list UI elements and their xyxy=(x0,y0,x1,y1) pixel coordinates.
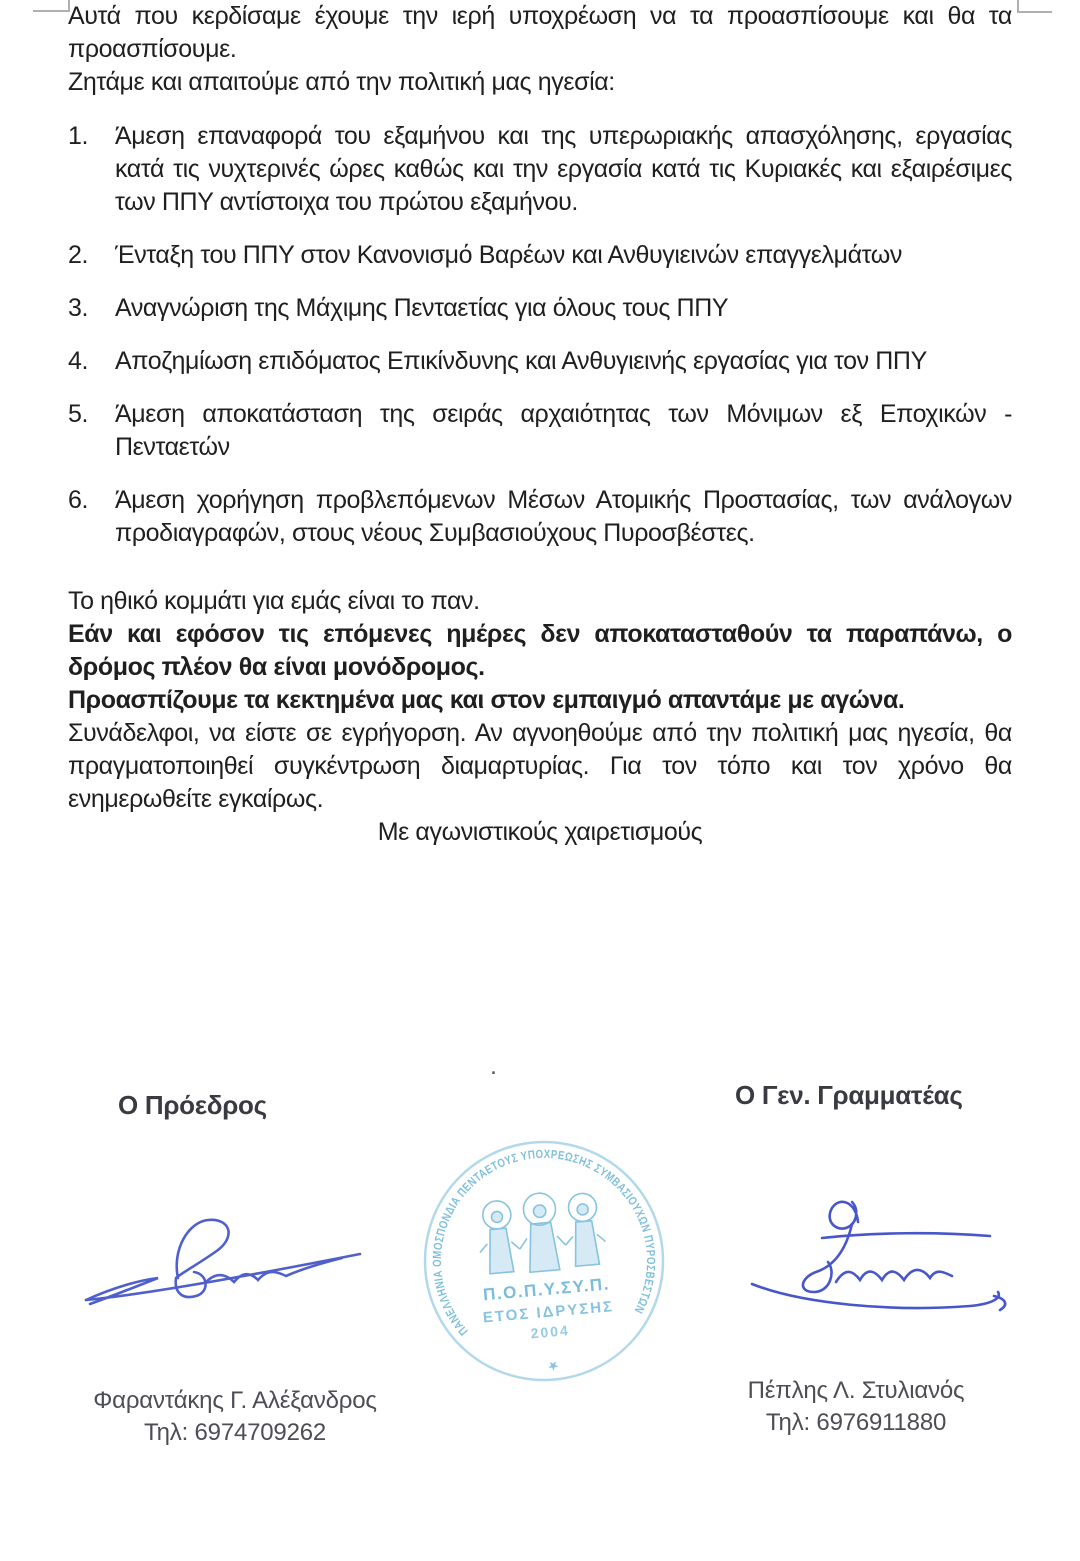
demand-text: Άμεση επαναφορά του εξαμήνου και της υπερωριακής απασχόλησης, εργασίας κατά τις νυχτερινές ώρες καθώς και την εργασία κατά τις Κυριακές και εξαιρέσιμες των ΠΠΥ αντίστοιχα του πρώτου εξαμήνου. xyxy=(115,122,1012,216)
stray-dot-artifact: . xyxy=(490,1052,497,1080)
demand-number: 4. xyxy=(68,347,89,375)
president-name: Φαραντάκης Γ. Αλέξανδρος xyxy=(93,1387,377,1414)
demand-number: 3. xyxy=(68,294,89,322)
secretary-name: Πέπλης Λ. Στυλιανός xyxy=(747,1377,965,1404)
demand-text: Ένταξη του ΠΠΥ στον Κανονισμό Βαρέων και Ανθυγιεινών επαγγελμάτων xyxy=(115,241,902,269)
stamp-acronym: Π.Ο.Π.Υ.ΣΥ.Π. xyxy=(482,1274,611,1305)
demand-item-4 xyxy=(68,345,1012,378)
stamp-founding-year: 2004 xyxy=(529,1322,571,1342)
demand-item-3 xyxy=(68,292,1012,325)
demand-number: 2. xyxy=(68,241,89,269)
stamp-saints-figures xyxy=(475,1188,607,1277)
secretary-contact xyxy=(748,1375,965,1439)
closing-block xyxy=(68,585,1012,816)
demand-item-2 xyxy=(68,239,1012,272)
document-body xyxy=(68,0,1012,849)
stamp-ring-text: ΠΑΝΕΛΛΗΝΙΑ ΟΜΟΣΠΟΝΔΙΑ ΠΕΝΤΑΕΤΟΥΣ ΥΠΟΧΡΕΩΣΗΣ ΣΥΜΒΑΣΙΟΥΧΩΝ ΠΥΡΟΣΒΕΣΤΩΝ xyxy=(429,1146,659,1339)
secretary-title: Ο Γεν. Γραμματέας xyxy=(735,1080,963,1110)
president-contact xyxy=(93,1385,377,1449)
demand-text: Άμεση χορήγηση προβλεπόμενων Μέσων Ατομικής Προστασίας, των ανάλογων προδιαγραφών, στους νέους Συμβασιούχους Πυροσβέστες. xyxy=(115,486,1012,547)
margin-corner-mark-top-right xyxy=(1017,0,1052,13)
secretary-phone: Τηλ: 6976911880 xyxy=(765,1409,947,1436)
closing-line-2-bold: Εάν και εφόσον τις επόμενες ημέρες δεν αποκατασταθούν τα παραπάνω, ο δρόμος πλέον θα είναι μονόδρομος. xyxy=(68,620,1012,681)
demand-number: 1. xyxy=(68,122,89,150)
secretary-signature xyxy=(742,1188,1027,1333)
demands-list xyxy=(68,120,1012,550)
stamp-star-icon: ★ xyxy=(546,1358,560,1375)
demands-heading: Ζητάμε και απαιτούμε από την πολιτική μας ηγεσία: xyxy=(68,68,615,96)
stamp-founding-label: ΕΤΟΣ ΙΔΡΥΣΗΣ xyxy=(482,1298,615,1327)
demand-text: Άμεση αποκατάσταση της σειράς αρχαιότητας των Μόνιμων εξ Εποχικών - Πενταετών xyxy=(115,400,1012,461)
intro-paragraph: Αυτά που κερδίσαμε έχουμε την ιερή υποχρέωση να τα προασπίσουμε και θα τα προασπίσουμε. xyxy=(68,2,1012,63)
president-title: Ο Πρόεδρος xyxy=(118,1090,267,1120)
demand-number: 5. xyxy=(68,400,89,428)
president-signature xyxy=(78,1208,378,1318)
closing-line-4: Συνάδελφοι, να είστε σε εγρήγορση. Αν αγνοηθούμε από την πολιτική μας ηγεσία, θα πραγματοποιηθεί συγκέντρωση διαμαρτυρίας. Για τον τόπο και τον χρόνο θα ενημερωθείτε εγκαίρως. xyxy=(68,719,1012,813)
closing-line-1: Το ηθικό κομμάτι για εμάς είναι το παν. xyxy=(68,587,480,615)
salutation: Με αγωνιστικούς χαιρετισμούς xyxy=(377,818,703,846)
margin-corner-mark-top-left xyxy=(33,0,70,12)
closing-line-3-bold: Προασπίζουμε τα κεκτημένα μας και στον εμπαιγμό απαντάμε με αγώνα. xyxy=(68,686,905,714)
demand-number: 6. xyxy=(68,486,89,514)
demand-text: Αναγνώριση της Μάχιμης Πενταετίας για όλους τους ΠΠΥ xyxy=(115,294,729,322)
president-phone: Τηλ: 6974709262 xyxy=(143,1419,327,1446)
demand-item-6 xyxy=(68,484,1012,550)
demand-item-5 xyxy=(68,398,1012,464)
demand-text: Αποζημίωση επιδόματος Επικίνδυνης και Ανθυγιεινής εργασίας για τον ΠΠΥ xyxy=(115,347,927,375)
union-stamp xyxy=(405,1124,684,1398)
demand-item-1 xyxy=(68,120,1012,219)
